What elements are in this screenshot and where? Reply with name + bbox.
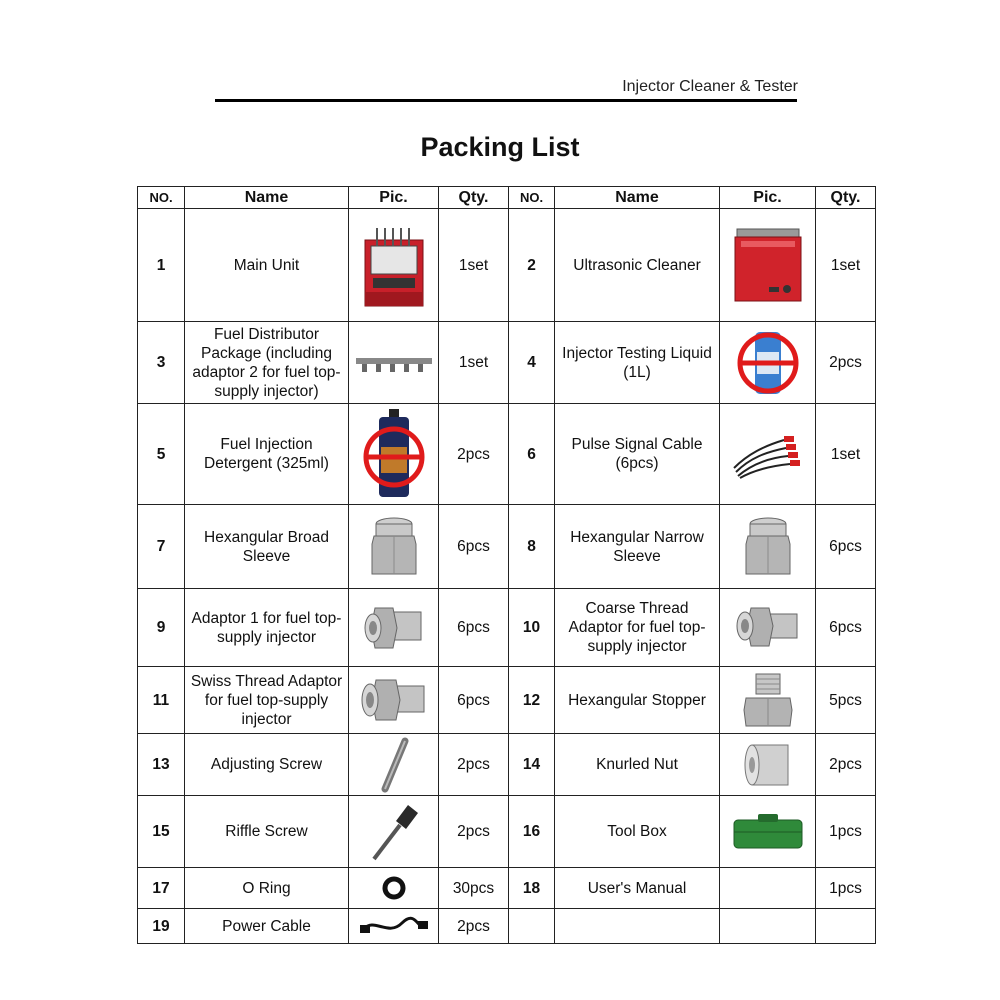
ultrasonic-cleaner-icon bbox=[731, 225, 805, 305]
table-header-row bbox=[138, 187, 876, 209]
hex-narrow-sleeve-icon bbox=[742, 514, 794, 580]
main-unit-icon bbox=[361, 220, 427, 310]
item-qty: 1set bbox=[439, 322, 509, 404]
item-name: Tool Box bbox=[555, 796, 720, 868]
knurled-nut-icon bbox=[740, 739, 796, 791]
item-name: Adjusting Screw bbox=[185, 734, 349, 796]
item-pic bbox=[349, 209, 439, 322]
header-no: NO. bbox=[138, 187, 185, 209]
header-rule bbox=[215, 99, 797, 102]
empty-cell bbox=[555, 909, 720, 944]
item-no: 16 bbox=[509, 796, 555, 868]
header-pic: Pic. bbox=[720, 187, 816, 209]
header-qty: Qty. bbox=[816, 187, 876, 209]
item-pic bbox=[720, 322, 816, 404]
item-no: 3 bbox=[138, 322, 185, 404]
item-name: Fuel Distributor Package (including adaptor 2 for fuel top-supply injector) bbox=[185, 322, 349, 404]
fuel-distributor-icon bbox=[354, 348, 434, 378]
table-row bbox=[138, 505, 876, 589]
item-qty: 1pcs bbox=[816, 868, 876, 909]
item-pic bbox=[720, 404, 816, 505]
item-pic bbox=[349, 589, 439, 667]
item-name: Hexangular Stopper bbox=[555, 667, 720, 734]
header-pic: Pic. bbox=[349, 187, 439, 209]
table-row bbox=[138, 667, 876, 734]
item-pic bbox=[720, 796, 816, 868]
item-no: 9 bbox=[138, 589, 185, 667]
item-qty: 1set bbox=[439, 209, 509, 322]
item-qty: 2pcs bbox=[816, 734, 876, 796]
coarse-thread-adaptor-icon bbox=[733, 598, 803, 658]
item-no: 7 bbox=[138, 505, 185, 589]
item-no: 12 bbox=[509, 667, 555, 734]
item-no: 14 bbox=[509, 734, 555, 796]
item-name: Power Cable bbox=[185, 909, 349, 944]
item-pic bbox=[720, 589, 816, 667]
hex-broad-sleeve-icon bbox=[368, 514, 420, 580]
item-name: Adaptor 1 for fuel top-supply injector bbox=[185, 589, 349, 667]
item-no: 10 bbox=[509, 589, 555, 667]
tool-box-icon bbox=[730, 812, 806, 852]
item-no: 19 bbox=[138, 909, 185, 944]
item-qty: 5pcs bbox=[816, 667, 876, 734]
item-no: 8 bbox=[509, 505, 555, 589]
item-name: Hexangular Broad Sleeve bbox=[185, 505, 349, 589]
item-pic bbox=[349, 734, 439, 796]
table-row bbox=[138, 734, 876, 796]
item-pic bbox=[720, 667, 816, 734]
o-ring-icon bbox=[379, 873, 409, 903]
item-name: Injector Testing Liquid (1L) bbox=[555, 322, 720, 404]
header-qty: Qty. bbox=[439, 187, 509, 209]
table-row bbox=[138, 209, 876, 322]
item-qty: 6pcs bbox=[439, 589, 509, 667]
item-no: 18 bbox=[509, 868, 555, 909]
item-pic bbox=[349, 404, 439, 505]
table-row bbox=[138, 796, 876, 868]
item-qty: 30pcs bbox=[439, 868, 509, 909]
empty-cell bbox=[816, 909, 876, 944]
item-qty: 2pcs bbox=[439, 796, 509, 868]
item-qty: 2pcs bbox=[439, 734, 509, 796]
item-pic bbox=[720, 505, 816, 589]
item-qty: 6pcs bbox=[816, 589, 876, 667]
item-name: Hexangular Narrow Sleeve bbox=[555, 505, 720, 589]
header-no: NO. bbox=[509, 187, 555, 209]
item-name: Swiss Thread Adaptor for fuel top-supply injector bbox=[185, 667, 349, 734]
item-pic bbox=[720, 209, 816, 322]
pulse-cable-icon bbox=[728, 424, 808, 484]
item-pic bbox=[349, 868, 439, 909]
header-name: Name bbox=[185, 187, 349, 209]
hex-stopper-icon bbox=[740, 670, 796, 730]
item-qty: 2pcs bbox=[439, 404, 509, 505]
item-pic bbox=[349, 796, 439, 868]
swiss-thread-adaptor-icon bbox=[358, 672, 430, 728]
item-qty: 6pcs bbox=[816, 505, 876, 589]
riffle-screw-icon bbox=[364, 799, 424, 865]
item-name: Knurled Nut bbox=[555, 734, 720, 796]
item-pic bbox=[349, 909, 439, 944]
table-row bbox=[138, 404, 876, 505]
item-name: Pulse Signal Cable (6pcs) bbox=[555, 404, 720, 505]
page-title: Packing List bbox=[420, 132, 580, 162]
item-name: O Ring bbox=[185, 868, 349, 909]
table-row bbox=[138, 868, 876, 909]
item-qty: 2pcs bbox=[816, 322, 876, 404]
item-no: 6 bbox=[509, 404, 555, 505]
item-qty: 2pcs bbox=[439, 909, 509, 944]
empty-cell bbox=[509, 909, 555, 944]
item-no: 17 bbox=[138, 868, 185, 909]
item-pic bbox=[349, 667, 439, 734]
item-no: 2 bbox=[509, 209, 555, 322]
item-name: User's Manual bbox=[555, 868, 720, 909]
item-name: Main Unit bbox=[185, 209, 349, 322]
table-row bbox=[138, 589, 876, 667]
item-no: 11 bbox=[138, 667, 185, 734]
detergent-prohibited-icon bbox=[361, 407, 427, 501]
item-name: Coarse Thread Adaptor for fuel top-supply injector bbox=[555, 589, 720, 667]
item-pic bbox=[720, 734, 816, 796]
table-row bbox=[138, 322, 876, 404]
item-name: Riffle Screw bbox=[185, 796, 349, 868]
item-qty: 6pcs bbox=[439, 667, 509, 734]
item-name: Ultrasonic Cleaner bbox=[555, 209, 720, 322]
empty-cell bbox=[720, 909, 816, 944]
item-no: 15 bbox=[138, 796, 185, 868]
power-cable-icon bbox=[358, 913, 430, 939]
item-no: 4 bbox=[509, 322, 555, 404]
item-name: Fuel Injection Detergent (325ml) bbox=[185, 404, 349, 505]
header-name: Name bbox=[555, 187, 720, 209]
item-no: 5 bbox=[138, 404, 185, 505]
testing-liquid-prohibited-icon bbox=[735, 326, 801, 400]
adaptor-1-icon bbox=[359, 598, 429, 658]
item-pic bbox=[349, 322, 439, 404]
item-qty: 1set bbox=[816, 404, 876, 505]
item-pic bbox=[720, 868, 816, 909]
adjusting-screw-icon bbox=[369, 737, 419, 793]
header-title: Injector Cleaner & Tester bbox=[622, 78, 798, 95]
item-no: 13 bbox=[138, 734, 185, 796]
packing-list-table bbox=[137, 186, 876, 944]
item-pic bbox=[349, 505, 439, 589]
item-qty: 1pcs bbox=[816, 796, 876, 868]
item-qty: 6pcs bbox=[439, 505, 509, 589]
table-row bbox=[138, 909, 876, 944]
item-no: 1 bbox=[138, 209, 185, 322]
item-qty: 1set bbox=[816, 209, 876, 322]
